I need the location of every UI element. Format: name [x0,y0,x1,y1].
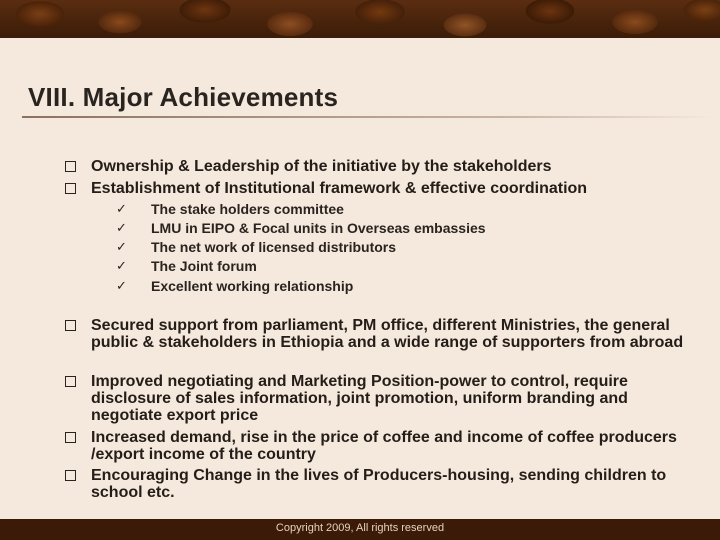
square-bullet-icon [65,161,76,172]
checkmark-icon: ✓ [116,240,127,255]
coffee-bean-banner [0,0,720,38]
footer-bar [0,519,720,540]
title-block [0,38,720,120]
bullet-text: Ownership & Leadership of the initiative by the stakeholders [91,158,552,175]
bullet-text: Improved negotiating and Marketing Position-power to control, require disclosure of sales information, joint promotion, uniform branding and negotiate export price [91,373,628,424]
sub-item-text: The net work of licensed distributors [151,239,397,255]
checkmark-icon: ✓ [116,279,127,294]
sub-item-text: The stake holders committee [151,201,344,217]
copyright-text: Copyright 2009, All rights reserved [275,522,445,534]
square-bullet-icon [65,432,76,443]
square-bullet-icon [65,183,76,194]
bullet-text: Establishment of Institutional framework & effective coordination [91,180,588,197]
title-underline [22,116,712,118]
checkmark-icon: ✓ [116,259,127,274]
checkmark-icon: ✓ [116,221,127,236]
sub-item-text: Excellent working relationship [151,278,354,294]
bullet-text: Encouraging Change in the lives of Producers-housing, sending children to school etc. [91,467,667,501]
checkmark-icon: ✓ [116,202,127,217]
square-bullet-icon [65,320,76,331]
square-bullet-icon [65,376,76,387]
sub-item-text: LMU in EIPO & Focal units in Overseas embassies [151,220,486,236]
square-bullet-icon [65,470,76,481]
bullet-text: Increased demand, rise in the price of coffee and income of coffee producers /export income of the country [91,429,677,463]
sub-item-text: The Joint forum [151,258,257,274]
bullet-text: Secured support from parliament, PM office, different Ministries, the general public & stakeholders in Ethiopia and a wide range of supporters from abroad [91,317,684,351]
slide-title: VIII. Major Achievements [28,82,339,112]
